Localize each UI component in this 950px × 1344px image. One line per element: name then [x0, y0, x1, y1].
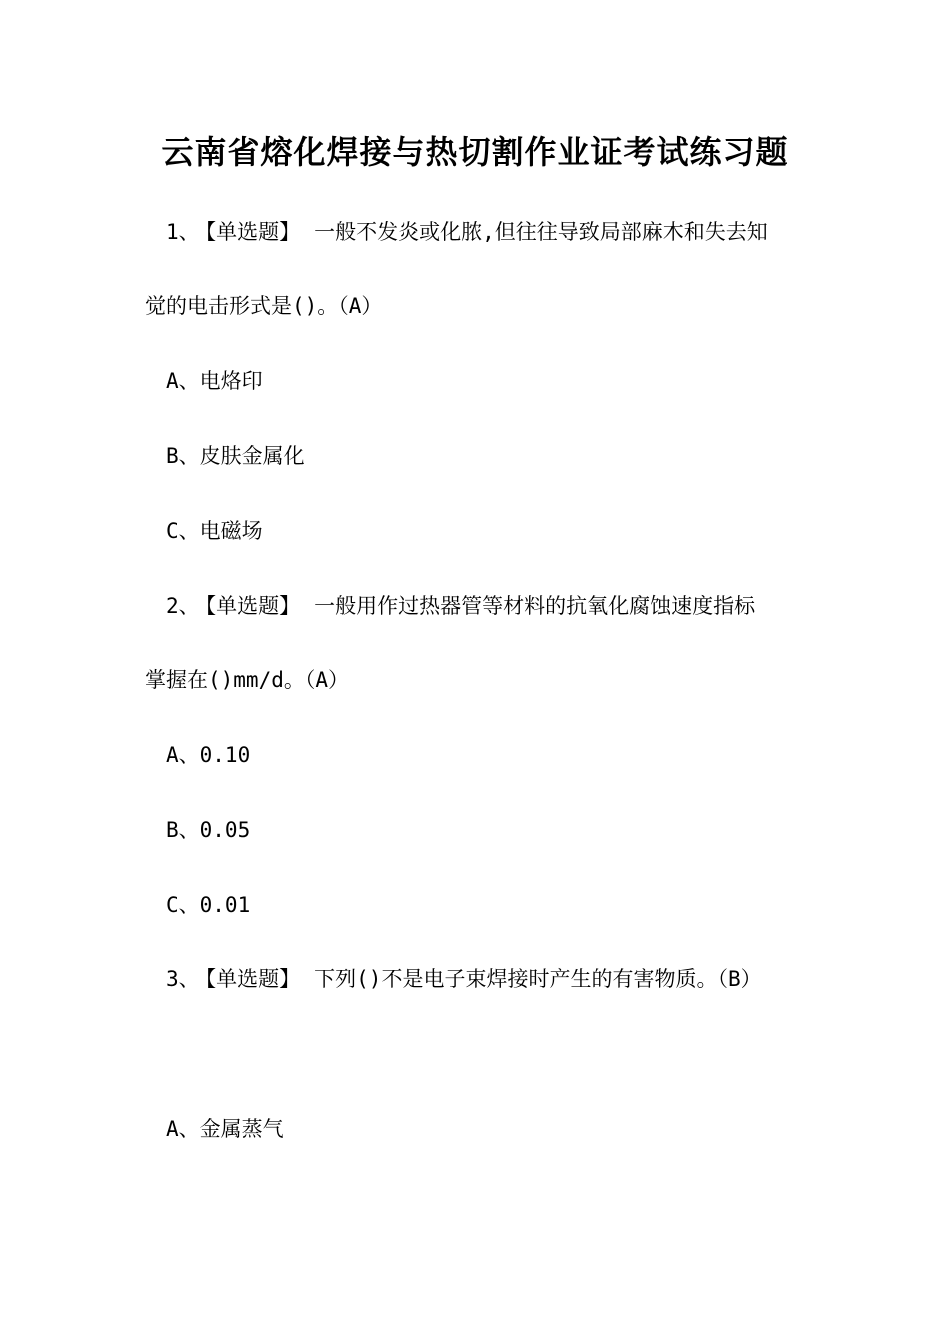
question-1-text-line-2: 觉的电击形式是()。（A） [145, 294, 383, 318]
question-1-line-1 [166, 217, 768, 247]
question-3-number: 3、 [166, 967, 200, 991]
question-3-type: 【单选题】 [205, 967, 301, 991]
question-3-line-1 [166, 964, 762, 994]
page-title: 云南省熔化焊接与热切割作业证考试练习题 [161, 133, 789, 171]
question-1-type: 【单选题】 [205, 220, 301, 244]
question-1-option-b: B、皮肤金属化 [166, 444, 305, 468]
question-3-text-line-1: 下列()不是电子束焊接时产生的有害物质。（B） [314, 967, 762, 991]
question-2-option-a: A、0.10 [166, 743, 251, 767]
question-1-number: 1、 [166, 220, 200, 244]
question-2-option-b: B、0.05 [166, 818, 251, 842]
question-2-option-c: C、0.01 [166, 893, 251, 917]
question-2-number: 2、 [166, 594, 200, 618]
question-2-type: 【单选题】 [205, 594, 301, 618]
question-2-text-line-1: 一般用作过热器管等材料的抗氧化腐蚀速度指标 [314, 594, 756, 618]
question-3-option-a: A、金属蒸气 [166, 1117, 284, 1141]
question-2-line-1 [166, 591, 755, 621]
question-1-option-c: C、电磁场 [166, 519, 263, 543]
question-2-text-line-2: 掌握在()mm/d。（A） [145, 668, 350, 692]
question-1-text-line-1: 一般不发炎或化脓,但往往导致局部麻木和失去知 [314, 220, 768, 244]
question-1-option-a: A、电烙印 [166, 369, 263, 393]
